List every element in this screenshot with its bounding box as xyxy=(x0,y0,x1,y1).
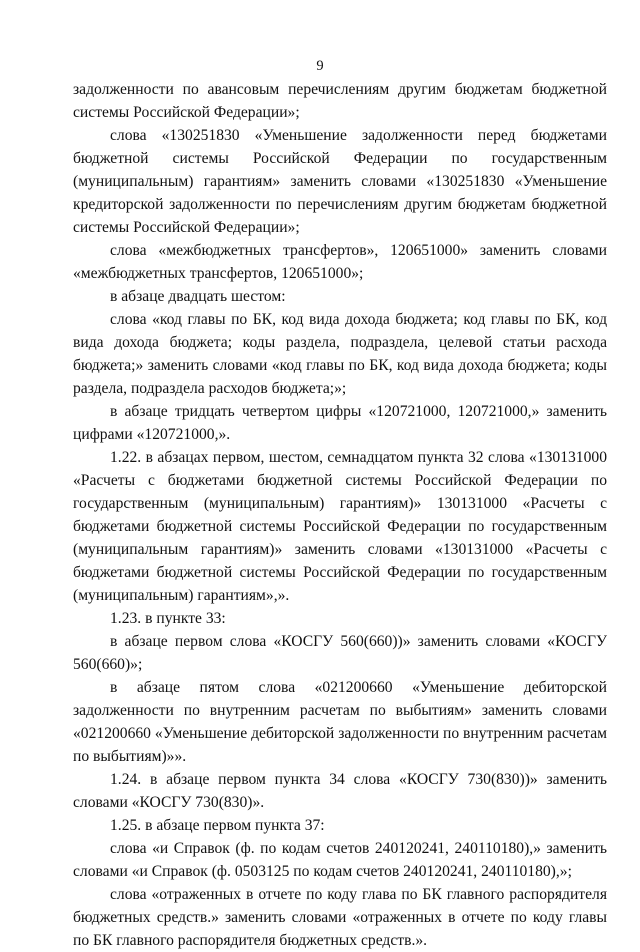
paragraph: слова «и Справок (ф. по кодам счетов 240120241, 240110180),» заменить словами «и Справок (ф. 0503125 по кодам счетов 240120241, 240110180),»; xyxy=(73,840,607,880)
document-body xyxy=(73,78,607,952)
paragraph: в абзаце пятом слова «021200660 «Уменьшение дебиторской задолженности по внутренним расчетам по выбытиям» заменить словами «021200660 «Уменьшение дебиторской задолженности по внутренним расчетам по выбытиям)»». xyxy=(73,679,607,765)
paragraph: 1.25. в абзаце первом пункта 37: xyxy=(110,817,325,834)
paragraph: 1.24. в абзаце первом пункта 34 слова «КОСГУ 730(830))» заменить словами «КОСГУ 730(830)». xyxy=(73,771,607,811)
page-number: 9 xyxy=(316,58,324,74)
paragraph: слова «межбюджетных трансфертов», 120651000» заменить словами «межбюджетных трансфертов, 120651000»; xyxy=(73,242,607,282)
paragraph: слова «130251830 «Уменьшение задолженности перед бюджетами бюджетной системы Российской Федерации по государственным (муниципальным) гарантиям» заменить словами «130251830 «Уменьшение кредиторской задолженности по перечислениям другим бюджетам бюджетной системы Российской Федерации»; xyxy=(73,127,607,236)
paragraph: слова «отраженных в отчете по коду глава по БК главного распорядителя бюджетных средств.» заменить словами «отраженных в отчете по коду главы по БК главного распорядителя бюджетных средств.». xyxy=(73,886,607,949)
paragraph: 1.22. в абзацах первом, шестом, семнадцатом пункта 32 слова «130131000 «Расчеты с бюджетами бюджетной системы Российской Федерации по государственным (муниципальным) гарантиям)» 130131000 «Расчеты с бюджетами бюджетной системы Российской Федерации по государственным (муниципальным гарантиям)» заменить словами «130131000 «Расчеты с бюджетами бюджетной системы Российской Федерации по государственным (муниципальным) гарантиям»,». xyxy=(73,449,607,604)
paragraph-continuation: задолженности по авансовым перечислениям другим бюджетам бюджетной системы Российской Федерации»; xyxy=(73,81,607,121)
paragraph: в абзаце тридцать четвертом цифры «120721000, 120721000,» заменить цифрами «120721000,». xyxy=(73,403,607,443)
paragraph: 1.23. в пункте 33: xyxy=(110,610,226,627)
paragraph: в абзаце первом слова «КОСГУ 560(660))» заменить словами «КОСГУ 560(660)»; xyxy=(73,633,607,673)
paragraph: в абзаце двадцать шестом: xyxy=(110,288,286,305)
paragraph: слова «код главы по БК, код вида дохода бюджета; код главы по БК, код вида дохода бюджета; коды раздела, подраздела, целевой статьи расхода бюджета;» заменить словами «код главы по БК, код вида дохода бюджета; коды раздела, подраздела расходов бюджета;»; xyxy=(73,311,607,397)
